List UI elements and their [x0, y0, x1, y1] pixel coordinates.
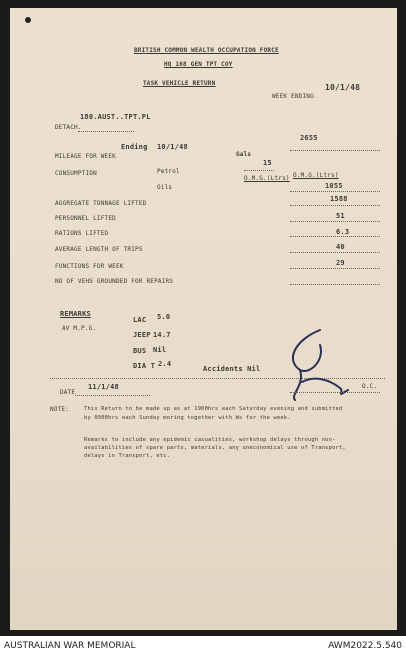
mpg-label: O.M.G.(Ltrs) — [244, 175, 290, 182]
row-label: FUNCTIONS FOR WEEK — [55, 263, 124, 270]
note-line: Remarks to include any epidemic casualities, workshop delays through non- — [84, 437, 336, 443]
date-label: DATE — [60, 389, 76, 396]
signatory-title: O.C. — [362, 383, 378, 390]
row-dots — [290, 268, 380, 269]
note-line: This Return to be made up as at 1900hrs each Saturday evening and submitted — [84, 406, 343, 412]
consumption-label: CONSUMPTION — [55, 170, 97, 177]
mileage-dots — [290, 150, 380, 151]
note-line: availabilities of spare parts, materials, any uneconomical use of Transport, — [84, 445, 346, 451]
punch-hole — [25, 17, 31, 23]
date-value: 11/1/48 — [88, 383, 119, 391]
footer-right: AWM2022.5.540 — [328, 641, 402, 651]
remarks-item-value: 2.4 — [158, 360, 172, 368]
row-value: 29 — [336, 259, 345, 267]
oils-col-label: O.M.G.(Ltrs) — [293, 172, 339, 179]
unit-dots — [78, 131, 134, 132]
ending-value: 10/1/48 — [157, 143, 188, 151]
row-value: 51 — [336, 212, 345, 220]
document-sheet — [10, 8, 397, 630]
oils-label: Oils — [157, 184, 173, 191]
accidents-text: Accidents Nil — [203, 365, 261, 373]
unit-name: 180.AUST..TPT.PL — [80, 113, 151, 121]
remarks-item-label: LAC — [133, 316, 147, 324]
row-label: RATIONS LIFTED — [55, 230, 109, 237]
row-label: AGGREGATE TONNAGE LIFTED — [55, 200, 147, 207]
row-value: 6.3 — [336, 228, 350, 236]
mileage-label: MILEAGE FOR WEEK — [55, 153, 116, 160]
row-label: NO OF VEHS GROUNDED FOR REPAIRS — [55, 278, 174, 285]
gals-value: 15 — [263, 159, 272, 167]
header-line1: BRITISH COMMON WEALTH OCCUPATION FORCE — [134, 47, 279, 54]
row-label: AVERAGE LENGTH OF TRIPS — [55, 246, 143, 253]
footer-left: AUSTRALIAN WAR MEMORIAL — [4, 641, 136, 651]
remarks-label: REMARKS — [60, 310, 91, 318]
mileage-value: 2655 — [300, 134, 318, 142]
row-dots — [290, 236, 380, 237]
ending-label: Ending — [121, 143, 148, 151]
remarks-item-value: 5.0 — [157, 313, 171, 321]
row-label: PERSONNEL LIFTED — [55, 215, 116, 222]
note-label: NOTE: — [50, 406, 70, 413]
remarks-item-label: BUS — [133, 347, 147, 355]
row-value: 1588 — [330, 195, 348, 203]
oils-value: 1055 — [325, 182, 343, 190]
gals-dots — [244, 170, 274, 171]
gals-label: Gals — [236, 151, 252, 158]
week-ending-label: WEEK ENDING — [272, 93, 314, 100]
remarks-item-label: DIA T — [133, 362, 156, 370]
signatory-dots — [290, 392, 380, 393]
remarks-item-label: JEEP — [133, 331, 151, 339]
unit-label: DETACH. — [55, 124, 82, 131]
row-dots — [290, 221, 380, 222]
note-line: delays in Transport, etc. — [84, 453, 171, 459]
row-dots — [290, 252, 380, 253]
oils-dots — [290, 191, 380, 192]
note-line: by 0900hrs each Sunday moring together with Ws for the week. — [84, 415, 291, 421]
remarks-item-value: Nil — [153, 346, 167, 354]
footer-bar — [0, 636, 406, 653]
petrol-label: Petrol — [157, 168, 180, 175]
remarks-item-value: 14.7 — [153, 331, 171, 339]
remarks-sub-label: AV M.P.G. — [62, 325, 97, 332]
header-line3: TASK VEHICLE RETURN — [143, 80, 216, 87]
row-dots — [290, 284, 380, 285]
row-value: 40 — [336, 243, 345, 251]
date-dots — [75, 395, 150, 396]
week-ending-value: 10/1/48 — [325, 83, 361, 92]
row-dots — [290, 205, 380, 206]
header-line2: HQ 168 GEN TPT COY — [164, 61, 233, 68]
